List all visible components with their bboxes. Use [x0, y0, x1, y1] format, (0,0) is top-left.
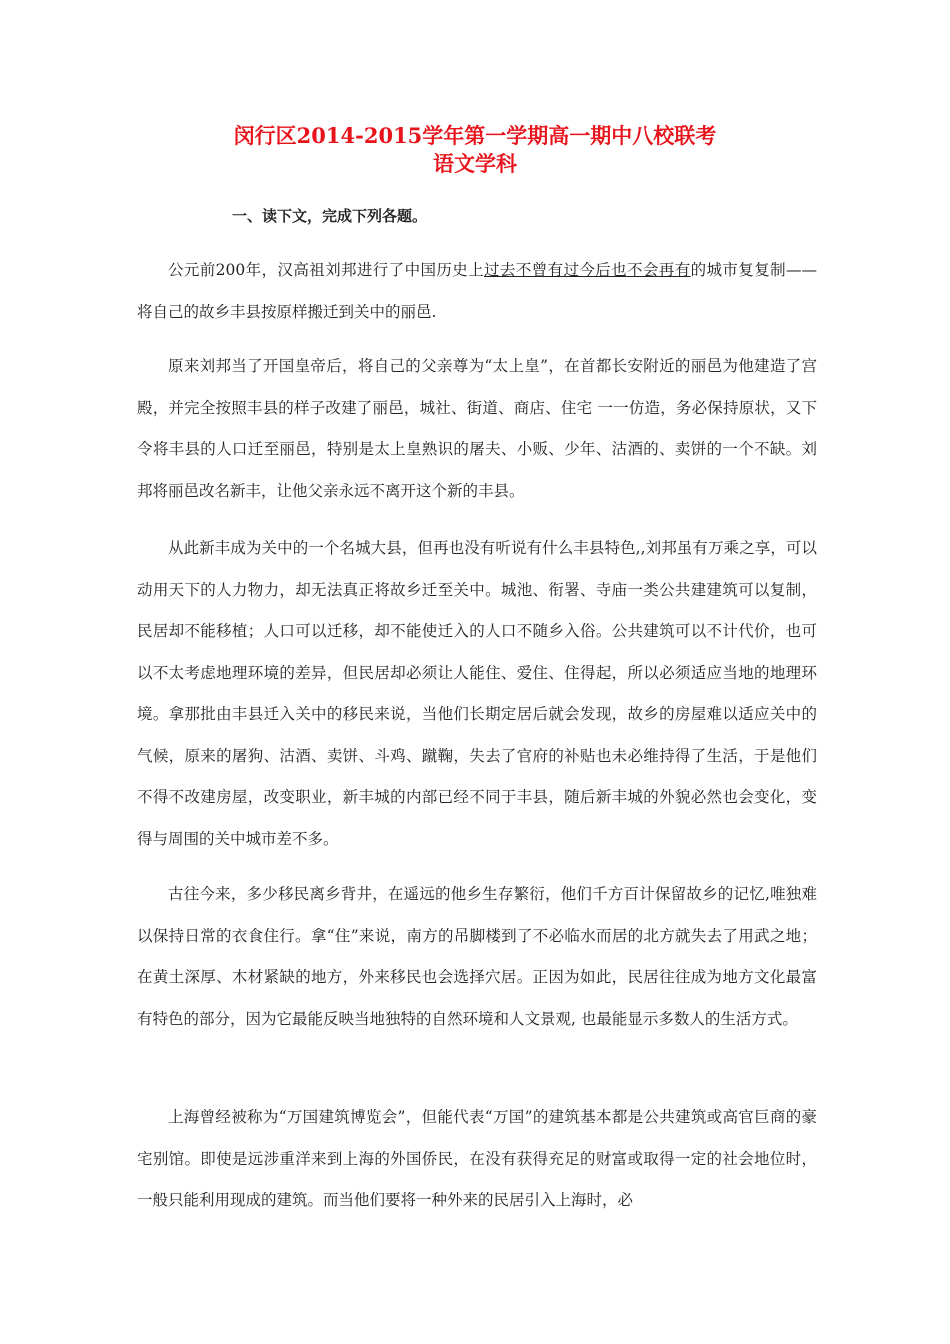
document-title: 闵行区2014-2015学年第一学期高一期中八校联考: [233, 123, 717, 148]
underlined-phrase: 过去不曾有过今后也不会再有: [484, 261, 691, 279]
paragraph-3: 从此新丰成为关中的一个名城大县，但再也没有听说有什么丰县特色,,刘邦虽有万乘之享，可以动用天下的人力物力，却无法真正将故乡迁至关中。城池、衔署、寺庙一类公共建建筑可以复制，民居却不能移植；人口可以迁移，却不能使迁入的人口不随乡入俗。公共建筑可以不计代价，也可以不太考虑地理环境的差异，但民居却必须让人能住、爱住、住得起，所以必须适应当地的地理环境。拿那批由丰县迁入关中的移民来说，当他们长期定居后就会发现，故乡的房屋难以适应关中的气候，原来的屠狗、沽酒、卖饼、斗鸡、蹴鞠，失去了官府的补贴也未必维持得了生活，于是他们不得不改建房屋，改变职业，新丰城的内部已经不同于丰县，随后新丰城的外貌必然也会变化，变得与周围的关中城市差不多。: [137, 539, 817, 848]
document-subtitle: 语文学科: [433, 151, 517, 176]
paragraph-1-text-a: 公元前200年，汉高祖刘邦进行了中国历史上: [168, 261, 485, 279]
paragraph-4: 古往今来，多少移民离乡背井，在遥远的他乡生存繁衍，他们千方百计保留故乡的记忆,唯独难以保持日常的衣食住行。拿“住”来说，南方的吊脚楼到了不必临水而居的北方就失去了用武之地；在黄土深厚、木材紧缺的地方，外来移民也会选择穴居。正因为如此，民居往往成为地方文化最富有特色的部分，因为它最能反映当地独特的自然环境和人文景观, 也最能显示多数人的生活方式。: [137, 885, 817, 1028]
section-heading: 一、读下文，完成下列各题。: [232, 207, 428, 225]
paragraph-1: [137, 250, 817, 333]
paragraph-2: 原来刘邦当了开国皇帝后，将自己的父亲尊为“太上皇”，在首都长安附近的丽邑为他建造了宫殿，并完全按照丰县的样子改建了丽邑，城社、街道、商店、住宅 一一仿造，务必保持原状，又下令将丰县的人口迁至丽邑，特别是太上皇熟识的屠夫、小贩、少年、沽酒的、卖饼的一个不缺。刘邦将丽邑改名新丰，让他父亲永远不离开这个新的丰县。: [137, 357, 817, 500]
paragraph-1-text-b: 的城市复复制——将自己的故乡丰县按原样搬迁到关中的丽邑.: [137, 261, 817, 321]
paragraph-5: 上海曾经被称为“万国建筑博览会”，但能代表“万国”的建筑基本都是公共建筑或高官巨商的豪宅别馆。即使是远涉重洋来到上海的外国侨民，在没有获得充足的财富或取得一定的社会地位时，一般只能利用现成的建筑。而当他们要将一种外来的民居引入上海时，必: [137, 1108, 817, 1209]
